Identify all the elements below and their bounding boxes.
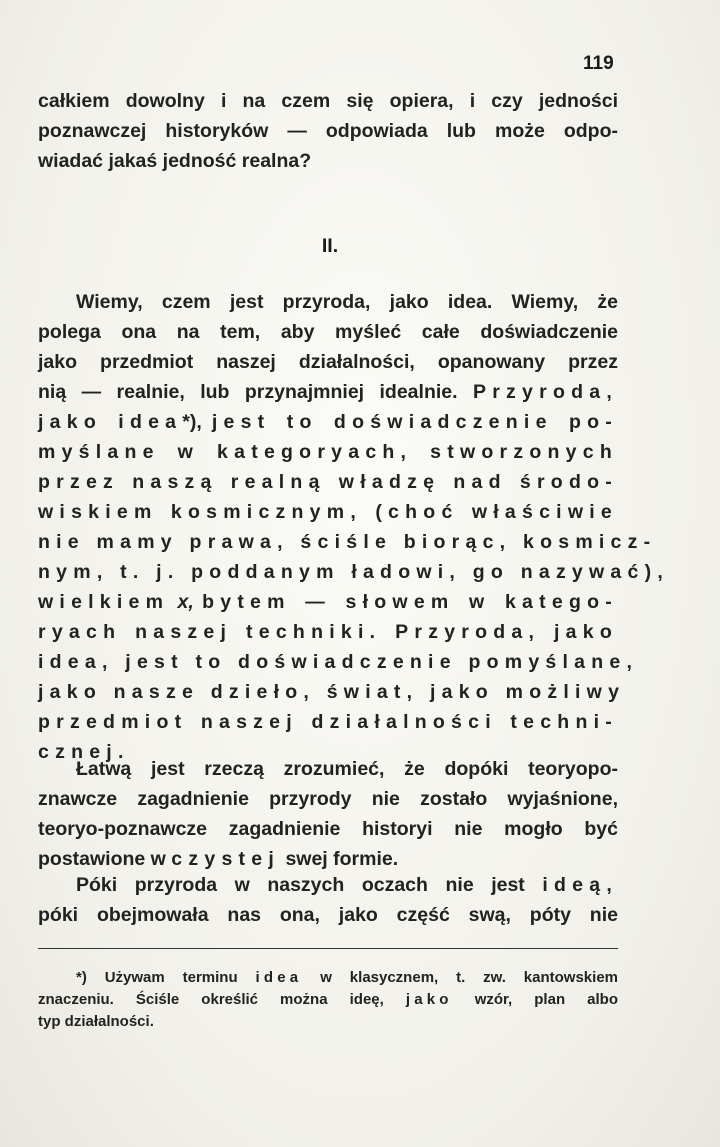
footnote-line bbox=[38, 989, 618, 1011]
text-line: teoryo-poznawcze zagadnienie historyi nie mogło być bbox=[38, 818, 618, 840]
text-line: Łatwą jest rzeczą zrozumieć, że dopóki teoryopo- bbox=[76, 758, 618, 780]
text-line bbox=[38, 587, 618, 617]
italic-variable: x, bbox=[177, 591, 194, 613]
footnote-line bbox=[38, 967, 618, 989]
spaced-text: jest to doświadczenie po- bbox=[211, 411, 619, 433]
footnote-marker: *), bbox=[182, 411, 202, 433]
text-line: Wiemy, czem jest przyroda, jako idea. Wiemy, że bbox=[76, 291, 618, 313]
text-run: *) Używam terminu bbox=[76, 969, 238, 986]
text-line: idea, jest to doświadczenie pomyślane, bbox=[38, 651, 639, 673]
text-line: przez naszą realną władzę nad środo- bbox=[38, 471, 618, 493]
text-line: jako nasze dzieło, świat, jako możliwy bbox=[38, 681, 626, 703]
text-line: ryach naszej techniki. Przyroda, jako bbox=[38, 621, 618, 643]
spaced-text: idea bbox=[255, 969, 303, 986]
spaced-text: bytem — słowem w katego- bbox=[202, 591, 618, 613]
text-line: znawcze zagadnienie przyrody nie zostało wyjaśnione, bbox=[38, 788, 618, 810]
text-line: przedmiot naszej działalności techni- bbox=[38, 711, 618, 733]
text-line: polega ona na tem, aby myśleć całe doświadczenie bbox=[38, 321, 618, 343]
paragraph-3 bbox=[38, 870, 618, 930]
text-line: nie mamy prawa, ściśle biorąc, kosmicz- bbox=[38, 531, 657, 553]
text-run: swej formie. bbox=[285, 848, 399, 870]
text-line: cznej. bbox=[38, 741, 130, 763]
text-line: poznawczej historyków — odpowiada lub może odpo- bbox=[38, 120, 618, 142]
paragraph-1 bbox=[38, 287, 669, 767]
text-line: wiadać jakaś jedność realna? bbox=[38, 150, 312, 172]
text-line bbox=[38, 407, 618, 437]
footnote bbox=[38, 967, 618, 1033]
text-run: w klasycznem, t. zw. kantowskiem bbox=[320, 969, 618, 986]
text-line bbox=[38, 870, 618, 900]
spaced-text: czystej bbox=[171, 848, 281, 870]
text-run: nią — realnie, lub przynajmniej idealnie. bbox=[38, 381, 458, 403]
section-heading: II. bbox=[321, 235, 339, 257]
text-line: myślane w kategoryach, stworzonych bbox=[38, 441, 618, 463]
footnote-line: typ działalności. bbox=[38, 1013, 154, 1030]
footnote-divider bbox=[38, 948, 618, 949]
spaced-text: jako bbox=[405, 991, 453, 1008]
text-line: nym, t. j. poddanym ładowi, go nazywać), bbox=[38, 561, 669, 583]
text-line: jako przedmiot naszej działalności, opanowany przez bbox=[38, 351, 618, 373]
spaced-text: wielkiem bbox=[38, 591, 170, 613]
text-line: całkiem dowolny i na czem się opiera, i czy jedności bbox=[38, 90, 618, 112]
paragraph-2 bbox=[38, 754, 618, 874]
text-run: postawione w bbox=[38, 848, 166, 870]
spaced-text: ideą, bbox=[542, 874, 618, 896]
text-run: Póki przyroda w naszych oczach nie jest bbox=[76, 874, 525, 896]
text-line: wiskiem kosmicznym, (choć właściwie bbox=[38, 501, 618, 523]
spaced-text: Przyroda, bbox=[472, 381, 618, 403]
text-line: póki obejmowała nas ona, jako część swą, póty nie bbox=[38, 904, 618, 926]
text-run: znaczeniu. Ściśle określić można ideę, bbox=[38, 991, 384, 1008]
text-run: wzór, plan albo bbox=[474, 991, 618, 1008]
page-number: 119 bbox=[583, 53, 614, 74]
text-line bbox=[38, 377, 618, 407]
intro-paragraph bbox=[38, 86, 618, 176]
spaced-text: jako idea bbox=[38, 411, 183, 433]
